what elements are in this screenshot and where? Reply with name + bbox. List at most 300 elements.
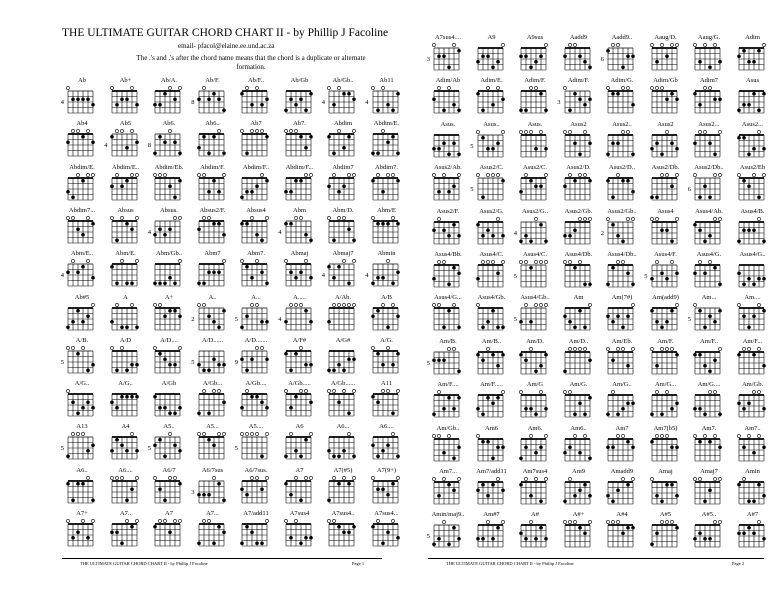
open-string-marker (437, 304, 440, 307)
finger-dot (519, 320, 523, 324)
finger-dot (135, 141, 139, 145)
open-string-marker (289, 303, 292, 306)
open-string-marker (371, 86, 374, 89)
chord-name: Am.... (744, 294, 761, 302)
chord-diagram-cell (147, 250, 191, 294)
chord-diagram (110, 389, 140, 419)
finger-dot (299, 179, 303, 183)
open-string-marker (524, 260, 527, 263)
open-string-marker (578, 260, 581, 263)
open-string-marker (222, 173, 225, 176)
finger-dot (713, 358, 717, 362)
finger-dot (81, 319, 85, 323)
finger-dot (501, 98, 505, 102)
finger-dot (284, 352, 288, 356)
finger-dot (168, 530, 172, 534)
chord-diagram (284, 129, 314, 159)
fret-number: 5 (687, 316, 691, 324)
open-string-marker (583, 130, 586, 133)
chord-name: Abmaj (290, 250, 309, 258)
open-string-marker (135, 173, 138, 176)
chord-diagram (519, 260, 549, 290)
finger-dot (284, 108, 288, 112)
chord-name: Absus (117, 206, 134, 214)
finger-dot (452, 488, 456, 492)
chord-diagram (240, 389, 270, 419)
finger-dot (202, 282, 206, 286)
finger-dot (240, 92, 244, 96)
finger-dot (752, 451, 756, 455)
fret-number: 4 (278, 315, 282, 323)
open-string-marker (757, 347, 760, 350)
open-string-marker (255, 260, 258, 263)
chord-diagram (432, 43, 462, 73)
open-string-marker (202, 433, 205, 436)
open-string-marker (245, 389, 248, 392)
open-string-marker (178, 519, 181, 522)
open-string-marker (563, 521, 566, 524)
finger-dot (212, 357, 216, 361)
finger-dot (539, 223, 543, 227)
chord-diagram-cell (321, 423, 365, 467)
chord-diagram (606, 260, 636, 290)
chord-diagram-cell (513, 468, 557, 512)
open-string-marker (168, 86, 171, 89)
chord-name: Asus4/Gb. (477, 294, 506, 302)
chord-diagram-cell (513, 121, 557, 165)
finger-dot (125, 368, 129, 372)
chord-diagram-cell (426, 381, 470, 425)
chord-diagram-cell (278, 77, 322, 121)
open-string-marker (66, 216, 69, 219)
open-string-marker (544, 43, 547, 46)
finger-dot (342, 449, 346, 453)
finger-dot (496, 445, 500, 449)
open-string-marker (762, 43, 765, 46)
open-string-marker (352, 173, 355, 176)
finger-dot (626, 526, 630, 530)
open-string-marker (342, 476, 345, 479)
chord-name: Am/Eb. (611, 337, 633, 345)
fret-number: 5 (60, 445, 64, 453)
finger-dot (125, 97, 129, 101)
chord-diagram-cell (687, 208, 731, 252)
open-string-marker (621, 347, 624, 350)
finger-dot (757, 109, 761, 113)
chord-diagram-cell (234, 510, 278, 554)
open-string-marker (650, 477, 653, 480)
finger-dot (222, 498, 226, 502)
finger-dot (616, 141, 620, 145)
chord-diagram (110, 519, 140, 549)
open-string-marker (163, 173, 166, 176)
finger-dot (578, 402, 582, 406)
chord-diagram (110, 129, 140, 159)
chord-name: Ab6. (162, 120, 176, 128)
finger-dot (250, 395, 254, 399)
chord-name: Am6. (527, 424, 543, 432)
finger-dot (481, 413, 485, 417)
chord-name: A/D....... (244, 336, 268, 344)
finger-dot (81, 482, 85, 486)
finger-dot (747, 60, 751, 64)
chord-diagram (153, 476, 183, 506)
finger-dot (447, 152, 451, 156)
chord-name: Am9 (572, 468, 585, 475)
open-string-marker (452, 347, 455, 350)
fret-number: 5 (234, 315, 238, 323)
chord-diagram (650, 434, 680, 464)
finger-dot (76, 308, 80, 312)
finger-dot (130, 525, 134, 529)
fret-number: 5 (426, 533, 430, 541)
finger-dot (432, 358, 436, 362)
open-string-marker (568, 477, 571, 480)
chord-diagram-cell (104, 423, 148, 467)
chord-diagram-cell (321, 120, 365, 164)
open-string-marker (737, 434, 740, 437)
finger-dot (376, 276, 380, 280)
chord-name: Ab7 (250, 120, 262, 128)
finger-dot (347, 92, 351, 96)
finger-dot (762, 445, 766, 449)
open-string-marker (713, 477, 716, 480)
finger-dot (737, 483, 741, 487)
finger-dot (752, 282, 756, 286)
chord-diagram-cell (278, 120, 322, 164)
finger-dot (91, 222, 95, 226)
finger-dot (265, 357, 269, 361)
open-string-marker (352, 130, 355, 133)
chord-diagram-cell (557, 468, 601, 512)
chord-diagram (737, 173, 767, 203)
chord-diagram-cell (513, 511, 557, 555)
chord-name: Adim (745, 34, 760, 41)
open-string-marker (168, 433, 171, 436)
finger-dot (289, 222, 293, 226)
open-string-marker (158, 303, 161, 306)
finger-dot (153, 103, 157, 107)
chord-name: A/B. (75, 336, 89, 344)
finger-dot (289, 271, 293, 275)
chord-name: Asus2/G.. (521, 207, 548, 215)
open-string-marker (606, 217, 609, 220)
open-string-marker (153, 346, 156, 349)
open-string-marker (534, 477, 537, 480)
chord-diagram (66, 346, 96, 376)
chord-diagram (110, 259, 140, 289)
chord-name: Asus2/Db. (651, 164, 680, 172)
chord-diagram-cell (644, 381, 688, 425)
open-string-marker (621, 477, 624, 480)
open-string-marker (631, 217, 634, 220)
open-string-marker (202, 519, 205, 522)
finger-dot (626, 364, 630, 368)
chord-diagram (519, 390, 549, 420)
chord-diagram-cell (104, 467, 148, 511)
open-string-marker (71, 130, 74, 133)
chord-diagram (476, 86, 506, 116)
open-string-marker (621, 87, 624, 90)
open-string-marker (457, 174, 460, 177)
open-string-marker (337, 86, 340, 89)
finger-dot (299, 271, 303, 275)
chord-diagram-cell (321, 294, 365, 338)
finger-dot (81, 97, 85, 101)
open-string-marker (675, 174, 678, 177)
finger-dot (718, 413, 722, 417)
open-string-marker (524, 130, 527, 133)
chord-diagram-cell (731, 294, 768, 338)
chord-diagram-cell (644, 77, 688, 121)
finger-dot (342, 530, 346, 534)
finger-dot (718, 282, 722, 286)
open-string-marker (539, 391, 542, 394)
chord-diagram (327, 173, 357, 203)
open-string-marker (337, 303, 340, 306)
finger-dot (491, 65, 495, 69)
open-string-marker (347, 173, 350, 176)
chord-name: A7... (206, 510, 219, 517)
open-string-marker (260, 173, 263, 176)
open-string-marker (309, 173, 312, 176)
chord-diagram (284, 173, 314, 203)
chord-diagram-cell (321, 164, 365, 208)
chord-diagram-cell (147, 467, 191, 511)
open-string-marker (539, 260, 542, 263)
open-string-marker (163, 519, 166, 522)
chord-diagram (563, 173, 593, 203)
open-string-marker (437, 434, 440, 437)
chord-diagram (284, 259, 314, 289)
chord-diagram-cell (191, 77, 235, 121)
open-string-marker (718, 347, 721, 350)
finger-dot (708, 234, 712, 238)
finger-dot (207, 97, 211, 101)
chord-diagram-cell (426, 338, 470, 382)
finger-dot (573, 494, 577, 498)
finger-dot (437, 147, 441, 151)
chord-diagram (606, 347, 636, 377)
open-string-marker (670, 521, 673, 524)
chord-diagram (693, 260, 723, 290)
chord-diagram (737, 217, 767, 247)
chord-diagram (519, 347, 549, 377)
chord-diagram-cell (687, 77, 731, 121)
chord-diagram-cell (104, 294, 148, 338)
chord-name: A... (251, 293, 261, 301)
chord-name: A/Gb (161, 380, 177, 388)
chord-name: Am(add9) (652, 294, 679, 302)
finger-dot (163, 455, 167, 459)
open-string-marker (332, 389, 335, 392)
fret-number: 4 (60, 99, 64, 106)
finger-dot (130, 282, 134, 286)
finger-dot (752, 92, 756, 96)
open-string-marker (693, 477, 696, 480)
finger-dot (245, 314, 249, 318)
finger-dot (299, 498, 303, 502)
finger-dot (573, 179, 577, 183)
open-string-marker (655, 87, 658, 90)
finger-dot (245, 493, 249, 497)
finger-dot (217, 222, 221, 226)
chord-name: Am7sus4 (522, 468, 548, 475)
chord-diagram (197, 346, 227, 376)
chord-diagram-cell (644, 338, 688, 382)
finger-dot (573, 228, 577, 232)
finger-dot (534, 185, 538, 189)
finger-dot (670, 185, 674, 189)
chord-diagram (476, 390, 506, 420)
chord-name: A7 (295, 466, 304, 474)
open-string-marker (670, 260, 673, 263)
finger-dot (212, 222, 216, 226)
open-string-marker (476, 130, 479, 133)
fret-number: 5 (470, 142, 474, 150)
chord-diagram-cell (426, 77, 470, 121)
chord-diagram (519, 520, 549, 550)
finger-dot (762, 92, 766, 96)
open-string-marker (130, 433, 133, 436)
chord-name: Asus4/Db.. (607, 251, 637, 258)
chord-diagram-cell (234, 337, 278, 381)
finger-dot (130, 395, 134, 399)
fret-number: 8 (147, 142, 151, 150)
chord-diagram (240, 259, 270, 289)
fret-number: 3 (557, 99, 561, 107)
chord-diagram (606, 303, 636, 333)
chord-name: Asus4/F. (654, 251, 677, 258)
chord-name: A..... (293, 293, 306, 301)
finger-dot (452, 456, 456, 460)
finger-dot (762, 407, 766, 411)
open-string-marker (519, 130, 522, 133)
open-string-marker (76, 173, 79, 176)
finger-dot (115, 103, 119, 107)
finger-dot (611, 196, 615, 200)
finger-dot (524, 109, 528, 113)
chord-diagram-cell (234, 294, 278, 338)
chord-diagram (693, 130, 723, 160)
open-string-marker (588, 217, 591, 220)
chord-diagram (432, 347, 462, 377)
chord-name: Asus. (527, 120, 543, 128)
chord-name: Abdim7 (332, 163, 354, 171)
chord-diagram (650, 130, 680, 160)
finger-dot (491, 456, 495, 460)
chord-name: A6.. (76, 466, 88, 474)
chord-diagram-cell (644, 208, 688, 252)
chord-name: A7+ (76, 510, 88, 517)
chord-diagram (110, 432, 140, 462)
finger-dot (158, 352, 162, 356)
open-string-marker (650, 347, 653, 350)
finger-dot (747, 277, 751, 281)
open-string-marker (631, 347, 634, 350)
finger-dot (260, 238, 264, 242)
chord-name: Am7. (701, 424, 717, 432)
chord-diagram-cell (104, 120, 148, 164)
finger-dot (442, 407, 446, 411)
finger-dot (245, 525, 249, 529)
open-string-marker (71, 216, 74, 219)
open-string-marker (501, 43, 504, 46)
finger-dot (626, 315, 630, 319)
open-string-marker (304, 476, 307, 479)
chord-diagram-cell (60, 250, 104, 294)
finger-dot (86, 368, 90, 372)
chord-diagram-cell (557, 294, 601, 338)
chord-diagram-cell (644, 425, 688, 469)
open-string-marker (534, 304, 537, 307)
finger-dot (178, 449, 182, 453)
open-string-marker (265, 519, 268, 522)
open-string-marker (299, 346, 302, 349)
finger-dot (120, 184, 124, 188)
finger-dot (442, 451, 446, 455)
finger-dot (491, 234, 495, 238)
open-string-marker (178, 216, 181, 219)
chord-name: A/Gb.... (245, 380, 267, 388)
finger-dot (168, 412, 172, 416)
chord-name: Ab/F. (205, 77, 220, 84)
open-string-marker (299, 389, 302, 392)
open-string-marker (713, 217, 716, 220)
finger-dot (91, 103, 95, 107)
finger-dot (698, 440, 702, 444)
chord-name: Abdim/E. (373, 120, 400, 128)
chord-diagram-cell (278, 510, 322, 554)
open-string-marker (240, 260, 243, 263)
finger-dot (207, 271, 211, 275)
chord-name: A6/7 (162, 466, 176, 474)
finger-dot (606, 179, 610, 183)
finger-dot (309, 238, 313, 242)
finger-dot (442, 326, 446, 330)
open-string-marker (655, 260, 658, 263)
finger-dot (91, 498, 95, 502)
finger-dot (255, 233, 259, 237)
open-string-marker (309, 476, 312, 479)
finger-dot (260, 487, 264, 491)
finger-dot (245, 190, 249, 194)
finger-dot (110, 449, 114, 453)
chord-diagram-cell (321, 207, 365, 251)
footer-rule (62, 558, 382, 559)
finger-dot (660, 326, 664, 330)
finger-dot (447, 190, 451, 194)
finger-dot (708, 315, 712, 319)
chart-title: THE ULTIMATE GUITAR CHORD CHART II - by Phillip J Facoline (62, 27, 389, 39)
open-string-marker (158, 519, 161, 522)
chord-diagram (650, 260, 680, 290)
finger-dot (578, 526, 582, 530)
finger-dot (265, 179, 269, 183)
fret-number: 4 (365, 99, 369, 106)
finger-dot (452, 185, 456, 189)
finger-dot (578, 488, 582, 492)
chord-name: Abdim/E.. (111, 163, 140, 171)
open-string-marker (568, 391, 571, 394)
finger-dot (240, 222, 244, 226)
finger-dot (432, 413, 436, 417)
open-string-marker (675, 304, 678, 307)
chord-diagram (519, 477, 549, 507)
fret-number: 3 (426, 56, 430, 63)
chord-diagram-cell (513, 34, 557, 78)
finger-dot (81, 233, 85, 237)
